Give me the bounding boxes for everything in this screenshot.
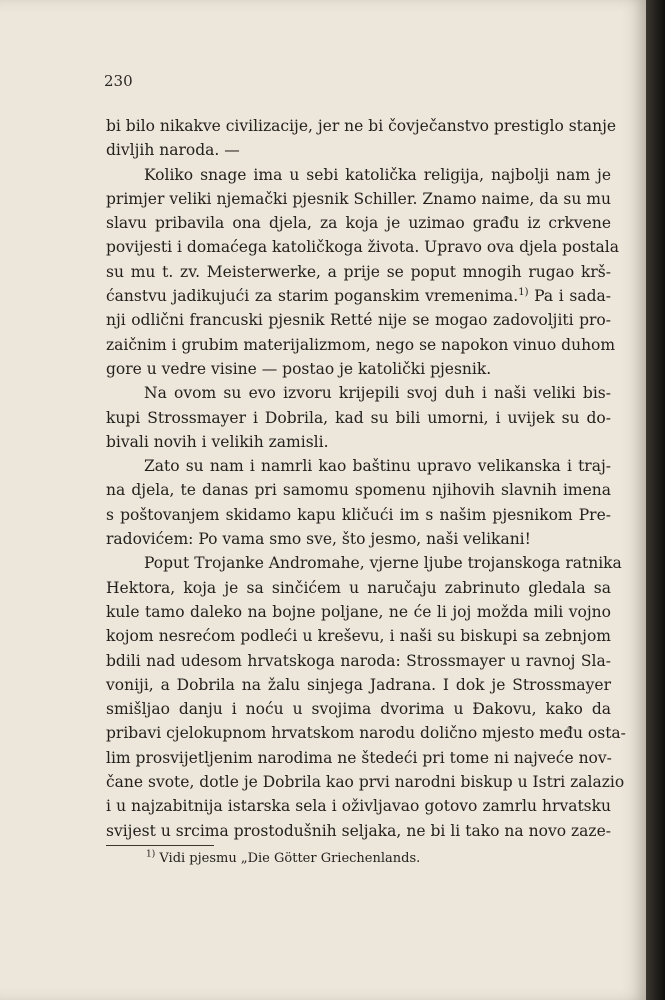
text-line: pribavi cjelokupnom hrvatskom narodu dolično mjesto među osta- — [106, 724, 626, 743]
text-line: bdili nad udesom hrvatskoga naroda: Strossmayer u ravnoj Sla- — [106, 651, 611, 670]
footnote-number: 1) — [146, 849, 156, 860]
text-line: kojom nesrećom podleći u kreševu, i naši su biskupi sa zebnjom — [106, 627, 611, 646]
text-line: primjer veliki njemački pjesnik Schiller. Znamo naime, da su mu — [106, 189, 611, 208]
text-line: bivali novih i velikih zamisli. — [106, 432, 329, 451]
body-text — [106, 114, 626, 843]
text-line: Hektora, koja je sa sinčićem u naručaju zabrinuto gledala sa — [106, 578, 611, 597]
text-line: gore u vedre visine — postao je katolički pjesnik. — [106, 359, 492, 378]
text-line: lim prosvijetljenim narodima ne štedeći pri tome ni najveće nov- — [106, 748, 612, 767]
footnote — [146, 851, 420, 866]
text-line: radovićem: Po vama smo sve, što jesmo, naši velikani! — [106, 530, 531, 549]
text-line: čane svote, dotle je Dobrila kao prvi narodni biskup u Istri zalazio — [106, 773, 625, 792]
text-line: divljih naroda. — — [106, 141, 240, 160]
text-line-with-footnote — [106, 284, 611, 308]
text-line: kupi Strossmayer i Dobrila, kad su bili umorni, i uvijek su do- — [106, 408, 611, 427]
footnote-divider — [106, 845, 214, 846]
text-line: nji odlični francuski pjesnik Retté nije se mogao zadovoljiti pro- — [106, 311, 611, 330]
text-line: Na ovom su evo izvoru krijepili svoj duh i naši veliki bis- — [144, 384, 611, 403]
text-line: voniji, a Dobrila na žalu sinjega Jadrana. I dok je Strossmayer — [106, 675, 611, 694]
text-line: na djela, te danas pri samomu spomenu njihovih slavnih imena — [106, 481, 611, 500]
page-number: 230 — [104, 72, 133, 90]
text-line: zaičnim i grubim materijalizmom, nego se napokon vinuo duhom — [106, 335, 616, 354]
text-line: svijest u srcima prostodušnih seljaka, ne bi li tako na novo zaze- — [106, 821, 611, 840]
text-segment: ćanstvu jadikujući za starim poganskim vremenima. — [106, 287, 519, 306]
text-line: Poput Trojanke Andromahe, vjerne ljube trojanskoga ratnika — [144, 554, 622, 573]
text-line: slavu pribavila ona djela, za koja je uzimao građu iz crkvene — [106, 214, 611, 233]
text-line: i u najzabitnija istarska sela i oživljavao gotovo zamrlu hrvatsku — [106, 797, 611, 816]
text-line: smišljao danju i noću u svojima dvorima u Đakovu, kako da — [106, 700, 611, 719]
text-line: kule tamo daleko na bojne poljane, ne će li joj možda mili vojno — [106, 602, 611, 621]
page-edge — [646, 0, 665, 1000]
footnote-text: Vidi pjesmu „Die Götter Griechenlands. — [155, 851, 421, 866]
text-line: su mu t. zv. Meisterwerke, a prije se poput mnogih rugao krš- — [106, 262, 611, 281]
footnote-reference: 1) — [518, 286, 529, 298]
text-segment: Pa i sada- — [528, 287, 611, 306]
text-line: s poštovanjem skidamo kapu kličući im s našim pjesnikom Pre- — [106, 505, 611, 524]
text-line: bi bilo nikakve civilizacije, jer ne bi čovječanstvo prestiglo stanje — [106, 117, 617, 135]
text-line: Koliko snage ima u sebi katolička religija, najbolji nam je — [144, 165, 611, 184]
text-line: povijesti i domaćega katoličkoga života. Upravo ova djela postala — [106, 238, 619, 257]
text-line: Zato su nam i namrli kao baštinu upravo velikanska i traj- — [144, 457, 611, 476]
